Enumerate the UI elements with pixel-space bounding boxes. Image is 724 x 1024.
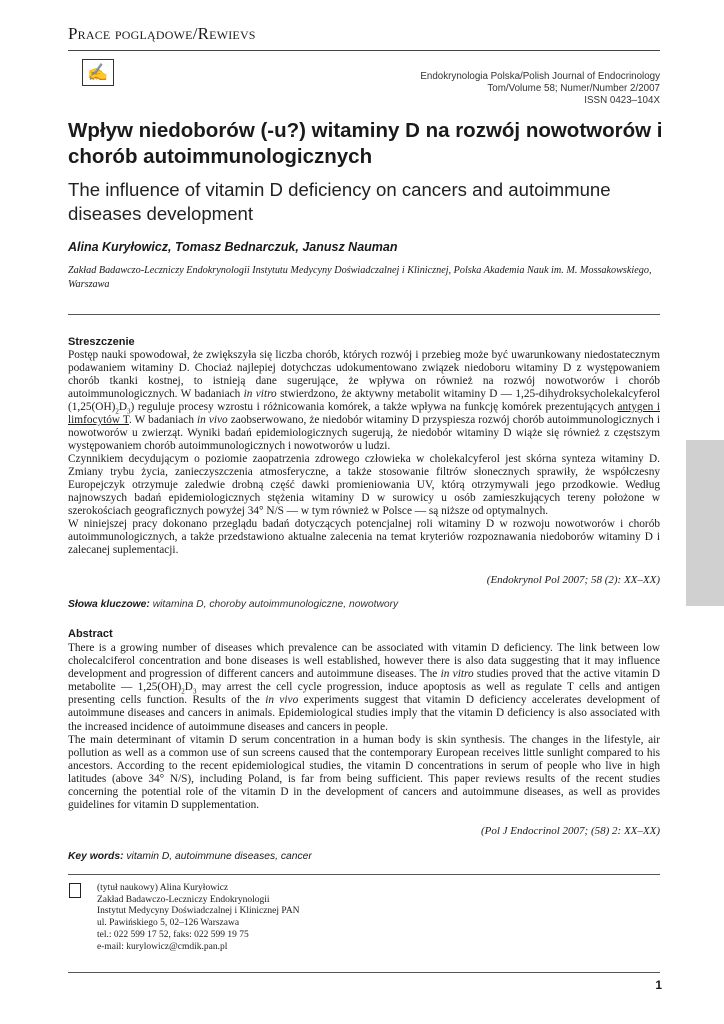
streszczenie-paragraph-2: Czynnikiem decydującym o poziomie zaopatrzenia zdrowego człowieka w cholekalcyferol jest skórna synteza witaminy D. Zmiany trybu życia, zanieczyszczenia atmosferyczne, a także stosowanie filtrów słonecznych sprawiły, że współczesny Europejczyk otrzymuje zaledwie drobną część dawki promieniowania UV, którą otrzymywali jego przodkowie. Według najnowszych badań epidemiologicznych stężenia witaminy D w surowicy u osób zamieszkujących tereny położone w szerokościach geograficznych powyżej 34° N/S — w tym również w Polsce — są niższe od optymalnych. — [68, 453, 660, 517]
streszczenie-heading: Streszczenie — [68, 336, 135, 348]
journal-name: Endokrynologia Polska/Polish Journal of Endocrinology — [420, 71, 660, 82]
journal-info — [420, 71, 660, 107]
section-thumb-tab — [686, 440, 724, 606]
journal-issn: ISSN 0423–104X — [584, 95, 660, 106]
citation-polish: (Endokrynol Pol 2007; 58 (2): XX–XX) — [486, 574, 660, 586]
abstract-body — [68, 642, 660, 812]
citation-english: (Pol J Endocrinol 2007; (58) 2: XX–XX) — [480, 825, 660, 837]
affiliation: Zakład Badawczo-Leczniczy Endokrynologii Instytutu Medycyny Doświadczalnej i Klinicznej, Polska Akademia Nauk im. M. Mossakowskiego, Warszawa — [68, 265, 652, 290]
abstract-paragraph-2: The main determinant of vitamin D serum concentration in a human body is skin synthesis. The changes in the lifestyle, air pollution as well as a common use of sun screens caused that the contemporary European receives little sunlight compared to his ancestors. According to the recent epidemiological studies, the vitamin D concentrations in serum of people who live in high latitudes (above 34° N/S), including Poland, is far from being sufficient. This paper reviews results of the recent studies concerning the potential role of the vitamin D in the development of cancers and autoimmune diseases, as well as provides guidelines for vitamin D supplementation. — [68, 733, 660, 812]
correspondence-address — [97, 883, 300, 953]
address-line: (tytuł naukowy) Alina Kuryłowicz — [97, 883, 229, 893]
header-rule — [68, 50, 660, 51]
title-polish: Wpływ niedoborów (-u?) witaminy D na rozwój nowotworów i chorób autoimmunologicznych — [68, 119, 663, 168]
footer-rule — [68, 972, 660, 973]
abstract-paragraph-1: There is a growing number of diseases which prevalence can be associated with vitamin D deficiency. The link between low cholecalciferol concentration and bone diseases is well established, however there is also data suggesting that it may influence development and progression of different cancers and autoimmune diseases. The in vitro studies proved that the active vitamin D metabolite — $1,25(OH)_2D_3$ may arrest the cell cycle progression, induce apoptosis as well as regulate T cells and antigen presenting cells function. Results of the in vivo experiments suggest that vitamin D deficiency accelerates development of autoimmune diseases and cancers in animals. Epidemiological studies imply that the vitamin D deficiency is also associated with the increased incidence of autoimmune diseases and cancers in people. — [68, 642, 661, 733]
keywords-polish: Słowa kluczowe: witamina D, choroby autoimmunologiczne, nowotwory — [68, 599, 399, 610]
streszczenie-paragraph-3: W niniejszej pracy dokonano przeglądu badań dotyczących potencjalnej roli witaminy D w rozwoju nowotworów i chorób autoimmunologicznych, a także przedstawiono aktualne zalecenia na temat kryteriów rozpoznawania niedoborów witaminy D i zalecanej suplementacji. — [68, 518, 660, 556]
address-line: Zakład Badawczo-Leczniczy Endokrynologii — [97, 894, 270, 905]
address-email: e-mail: kurylowicz@cmdik.pan.pl — [97, 941, 228, 952]
abstract-heading: Abstract — [68, 628, 113, 640]
pen-writing-icon: ✍ — [82, 59, 114, 86]
keywords-english: Key words: vitamin D, autoimmune diseases, cancer — [68, 851, 312, 862]
divider — [68, 874, 660, 875]
address-line: ul. Pawińskiego 5, 02–126 Warszawa — [97, 918, 240, 929]
envelope-icon — [69, 883, 81, 898]
address-line: Instytut Medycyny Doświadczalnej i Klinicznej PAN — [97, 906, 300, 917]
authors: Alina Kuryłowicz, Tomasz Bednarczuk, Janusz Nauman — [68, 240, 398, 254]
address-line: tel.: 022 599 17 52, faks: 022 599 19 75 — [97, 929, 249, 940]
page-number: 1 — [655, 978, 662, 992]
journal-volume: Tom/Volume 58; Numer/Number 2/2007 — [487, 83, 660, 94]
divider — [68, 314, 660, 315]
title-english: The influence of vitamin D deficiency on cancers and autoimmune diseases development — [68, 179, 611, 224]
section-heading: Prace poglądowe/Rewievs — [68, 24, 256, 43]
streszczenie-body — [68, 349, 660, 557]
streszczenie-paragraph-1: Postęp nauki spowodował, że zwiększyła się liczba chorób, których rozwój i przebieg może być uwarunkowany niedostatecznym podawaniem witaminy D. Chociaż najlepiej dotychczas udokumentowano związek niedoboru witaminy D z występowaniem chorób tkanki kostnej, to istnieją dane sugerujące, że wpływa on również na rozwój nowotworów i chorób autoimmunologicznych. W badaniach in vitro stwierdzono, że aktywny metabolit witaminy D — 1,25-dihydroksycholekalcyferol $(1,25(OH)_2D_3)$ reguluje procesy wzrostu i różnicowania komórek, a także wpływa na funkcję komórek prezentujących antygen i limfocytów T. W badaniach in vivo zaobserwowano, że niedobór witaminy D przyspiesza rozwój chorób autoimmunologicznych i nowotworów u zwierząt. Wyniki badań epidemiologicznych sugerują, że niedobór witaminy D wiąże się również z częstszym występowaniem chorób autoimmunologicznych i nowotworów u ludzi. — [68, 349, 661, 452]
